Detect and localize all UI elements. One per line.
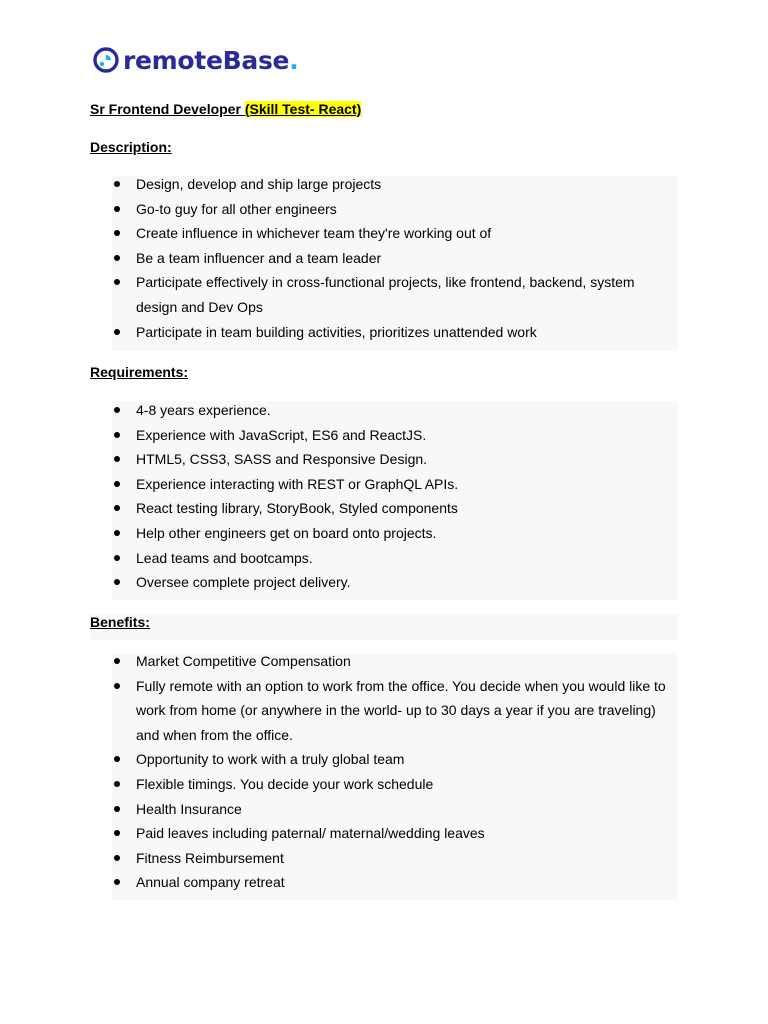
list-item: Annual company retreat [112, 870, 678, 895]
list-item: Go-to guy for all other engineers [112, 197, 678, 222]
list-item: Create influence in whichever team they're working out of [112, 221, 678, 246]
list-item: HTML5, CSS3, SASS and Responsive Design. [112, 447, 678, 472]
list-item: 4-8 years experience. [112, 398, 678, 423]
requirements-heading: Requirements: [90, 364, 189, 380]
list-item: Lead teams and bootcamps. [112, 546, 678, 571]
list-item: Market Competitive Compensation [112, 649, 678, 674]
list-item: Design, develop and ship large projects [112, 172, 678, 197]
benefits-heading-shade [90, 614, 678, 640]
list-item: Participate in team building activities, prioritizes unattended work [112, 320, 678, 345]
list-item: Flexible timings. You decide your work schedule [112, 772, 678, 797]
description-heading: Description: [90, 139, 172, 155]
remotebase-logo-icon [93, 47, 119, 73]
list-item: Be a team influencer and a team leader [112, 246, 678, 271]
description-list [112, 172, 678, 344]
list-item: Experience interacting with REST or GraphQL APIs. [112, 472, 678, 497]
highlighted-subtitle: (Skill Test- React) [244, 101, 362, 117]
list-item: Experience with JavaScript, ES6 and ReactJS. [112, 423, 678, 448]
list-item: Participate effectively in cross-functional projects, like frontend, backend, system design and Dev Ops [112, 270, 678, 319]
benefits-list [112, 649, 678, 895]
list-item: Fitness Reimbursement [112, 846, 678, 871]
list-item: React testing library, StoryBook, Styled components [112, 496, 678, 521]
logo-text: remoteBase. [123, 45, 299, 75]
list-item: Paid leaves including paternal/ maternal/wedding leaves [112, 821, 678, 846]
page-title [90, 101, 361, 118]
job-title: Sr Frontend Developer [90, 101, 245, 117]
list-item: Oversee complete project delivery. [112, 570, 678, 595]
list-item: Fully remote with an option to work from the office. You decide when you would like to work from home (or anywhere in the world- up to 30 days a year if you are traveling) and when from the office. [112, 674, 678, 748]
logo [93, 43, 298, 77]
list-item: Help other engineers get on board onto projects. [112, 521, 678, 546]
requirements-list [112, 398, 678, 595]
benefits-heading: Benefits: [90, 614, 150, 630]
list-item: Health Insurance [112, 797, 678, 822]
list-item: Opportunity to work with a truly global team [112, 747, 678, 772]
